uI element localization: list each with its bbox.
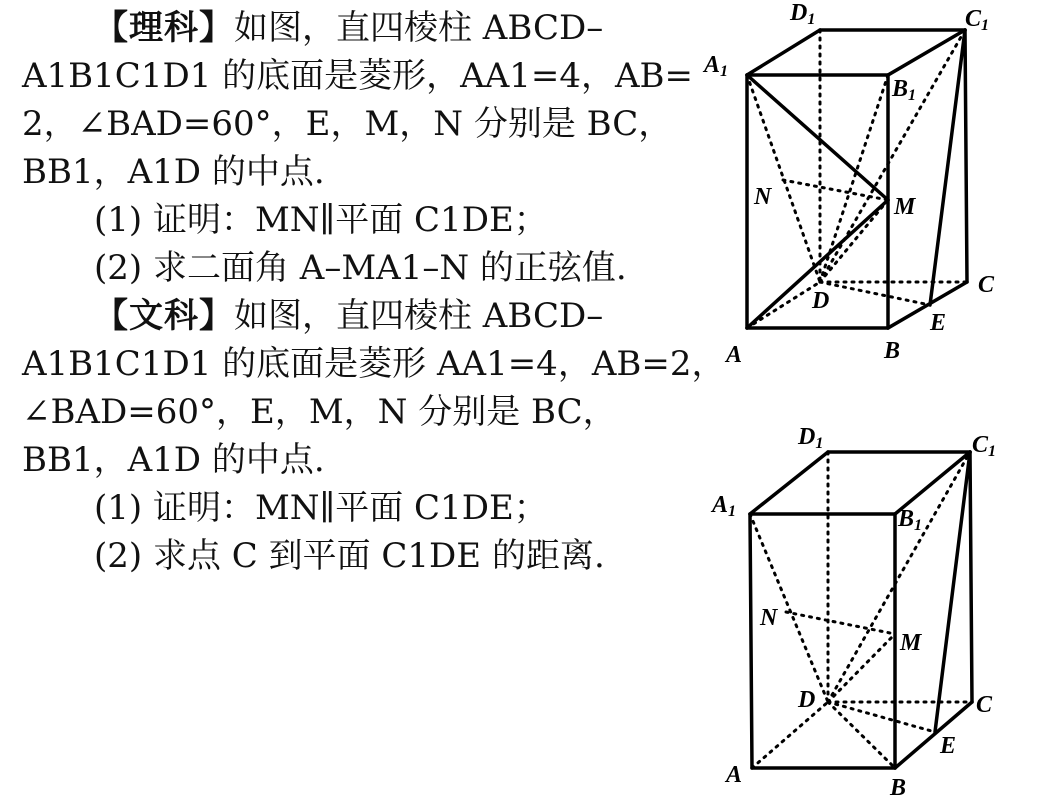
edge-NM: [786, 612, 895, 634]
science-line3: 2，∠BAD=60°，E，M，N 分别是 BC，: [22, 104, 673, 144]
edge-DC1: [828, 452, 970, 702]
science-question2: (2) 求二面角 A–MA1–N 的正弦值.: [94, 248, 627, 288]
arts-tag: 【文科】: [94, 296, 234, 336]
edge-B1C1: [895, 452, 970, 514]
arts-line1: 【文科】如图，直四棱柱 ABCD–: [94, 296, 604, 336]
science-line4: BB1，A1D 的中点.: [22, 152, 325, 192]
label-M: M: [900, 630, 922, 656]
edge-C1E: [935, 452, 970, 732]
edge-B1-dotted: [820, 75, 888, 282]
prism-figure-science: [690, 0, 1048, 370]
label-C1: C1: [965, 6, 990, 34]
label-B: B: [884, 338, 901, 364]
edge-CC1: [965, 30, 967, 282]
arts-question1: (1) 证明：MN∥平面 C1DE；: [94, 488, 548, 528]
edge-DM: [820, 200, 888, 282]
science-question1: (1) 证明：MN∥平面 C1DE；: [94, 200, 548, 240]
problem-text: [22, 4, 726, 580]
edge-BC: [895, 702, 972, 768]
arts-line3: ∠BAD=60°，E，M，N 分别是 BC，: [22, 392, 617, 432]
arts-line2: A1B1C1D1 的底面是菱形 AA1=4，AB=2，: [22, 344, 726, 384]
label-C: C: [978, 272, 995, 298]
science-tag: 【理科】: [94, 8, 234, 48]
label-E: E: [940, 733, 957, 759]
edge-A1D1: [750, 452, 828, 514]
label-M: M: [894, 194, 916, 220]
edge-DE: [828, 702, 935, 732]
edge-BC: [888, 282, 967, 328]
edge-CC1: [970, 452, 972, 702]
label-B: B: [890, 775, 907, 801]
label-A1: A1: [712, 492, 737, 520]
label-A: A: [726, 762, 743, 788]
prism-figure-arts: [690, 420, 1048, 805]
label-A1: A1: [704, 52, 729, 80]
arts-line4: BB1，A1D 的中点.: [22, 440, 325, 480]
edge-A1D1: [747, 30, 820, 75]
label-B1: B1: [898, 506, 923, 534]
science-line1: 【理科】如图，直四棱柱 ABCD–: [94, 8, 604, 48]
label-A: A: [726, 342, 743, 368]
edge-AA1: [750, 514, 752, 768]
label-B1: B1: [892, 76, 917, 104]
edge-AD: [752, 702, 828, 768]
arts-question2: (2) 求点 C 到平面 C1DE 的距离.: [94, 536, 605, 576]
label-E: E: [930, 310, 947, 336]
edge-DE: [820, 282, 930, 305]
edge-AD: [747, 282, 820, 328]
label-D: D: [798, 687, 816, 713]
science-line2: A1B1C1D1 的底面是菱形，AA1=4，AB=: [22, 56, 694, 96]
label-C: C: [976, 692, 993, 718]
label-N: N: [760, 605, 778, 631]
label-D: D: [812, 288, 830, 314]
label-C1: C1: [972, 432, 997, 460]
label-N: N: [754, 184, 772, 210]
label-D1: D1: [798, 424, 824, 452]
edge-C1E: [930, 30, 965, 305]
label-D1: D1: [790, 0, 816, 28]
